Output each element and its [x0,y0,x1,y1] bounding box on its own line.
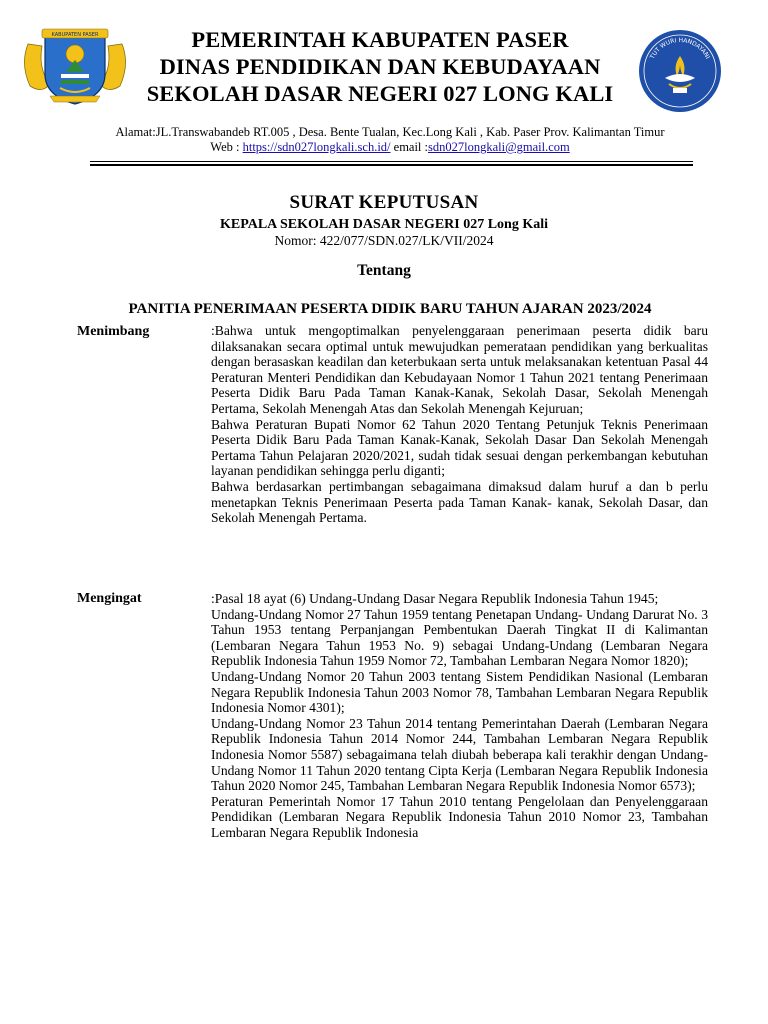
menimbang-paragraph-c: Bahwa berdasarkan pertimbangan sebagaimana dimaksud dalam huruf a dan b perlu menetapkan Teknis Penerimaan Peserta pada Taman Kanak- kanak, Sekolah Dasar, dan Sekolah Menengah Pertama. [211,478,708,526]
contact-line [40,140,740,155]
menimbang-paragraph-b: Bahwa Peraturan Bupati Nomor 62 Tahun 2020 Tentang Petunjuk Teknis Penerimaan Peserta Didik Baru Pada Taman Kanak-Kanak, Sekolah Dasar Dan Sekolah Menengah Pertama Tahun Pelajaran 2020/2021, sudah tidak sesuai dengan perkembangan kebutuhan layanan pendidikan sehingga perlu diganti; [211,416,708,479]
menimbang-body [211,323,708,526]
title-block [0,192,768,249]
letterhead-divider-thick [90,164,693,166]
document-title: SURAT KEPUTUSAN [289,192,479,213]
mengingat-label: Mengingat [77,591,142,606]
letterhead-line-1: PEMERINTAH KABUPATEN PASER [191,27,569,52]
logo-banner-text: KABUPATEN PASER [51,32,99,38]
address-line: Alamat:JL.Transwabandeb RT.005 , Desa. Bente Tualan, Kec.Long Kali , Kab. Paser Prov. Kalimantan Timur [115,125,665,139]
email-link[interactable]: sdn027longkali@gmail.com [428,140,570,154]
address-block [40,125,740,155]
email-label: email : [390,140,429,154]
logo-motto-text: TUT WURI HANDAYANI [648,36,712,61]
letterhead [120,26,640,107]
letterhead-divider-thin [90,161,693,162]
document-subtitle: KEPALA SEKOLAH DASAR NEGERI 027 Long Kali [219,217,549,232]
kabupaten-paser-logo [20,24,130,106]
mengingat-paragraph-1: :Pasal 18 ayat (6) Undang-Undang Dasar Negara Republik Indonesia Tahun 1945; [211,591,659,606]
subject-heading: PANITIA PENERIMAAN PESERTA DIDIK BARU TAHUN AJARAN 2023/2024 [128,301,652,317]
document-number: Nomor: 422/077/SDN.027/LK/VII/2024 [274,233,494,248]
tentang-heading: Tentang [357,262,411,279]
mengingat-paragraph-2: Undang-Undang Nomor 27 Tahun 1959 tentang Penetapan Undang- Undang Darurat No. 3 Tahun 1953 tentang Perpanjangan Pembentukan Daerah Tingkat II di Kalimantan (Lembaran Negara Tahun 1953 No. 9) sebagai Undang-Undang (Lembaran Negara Republik Indonesia Tahun 1959 Nomor 72, Tambahan Lembaran Negara Nomor 1820); [211,606,708,669]
tut-wuri-handayani-logo [637,28,723,114]
web-label: Web : [210,140,243,154]
mengingat-paragraph-4: Undang-Undang Nomor 23 Tahun 2014 tentang Pemerintahan Daerah (Lembaran Negara Republik Indonesia Tahun 2014 Nomor 244, Tambahan Lembaran Negara Republik Indonesia Nomor 5587) sebagaimana telah diubah beberapa kali terakhir dengan Undang-Undang Nomor 11 Tahun 2020 tentang Cipta Kerja (Lembaran Negara Republik Indonesia Tahun 2020 Nomor 245, Tambahan Lembaran Negara Republik Indonesia Nomor 6573); [211,715,708,794]
letterhead-line-2: DINAS PENDIDIKAN DAN KEBUDAYAAN [159,54,601,79]
web-link[interactable]: https://sdn027longkali.sch.id/ [242,140,391,154]
mengingat-paragraph-3: Undang-Undang Nomor 20 Tahun 2003 tentang Sistem Pendidikan Nasional (Lembaran Negara Republik Indonesia Tahun 2003 Nomor 78, Tambahan Lembaran Negara Republik Indonesia Nomor 4301); [211,668,708,716]
mengingat-body [211,591,708,841]
menimbang-paragraph-a: :Bahwa untuk mengoptimalkan penyelenggaraan penerimaan peserta didik baru dilaksanakan secara optimal untuk mewujudkan pemerataan pendidikan yang berkualitas dengan berasaskan keadilan dan keterbukaan serta untuk melaksanakan ketentuan Pasal 44 Peraturan Menteri Pendidikan dan Kebudayaan Nomor 1 Tahun 2021 tentang Penerimaan Peserta Didik Baru Pada Taman Kanak-Kanak, Sekolah Dasar, Sekolah Menengah Pertama, Sekolah Menengah Atas dan Sekolah Menengah Kejuruan; [211,323,708,416]
mengingat-paragraph-5: Peraturan Pemerintah Nomor 17 Tahun 2010 tentang Pengelolaan dan Penyelenggaraan Pendidikan (Lembaran Negara Republik Indonesia Tahun 2010 Nomor 23, Tambahan Lembaran Negara Republik Indonesia [211,793,708,840]
letterhead-line-3: SEKOLAH DASAR NEGERI 027 LONG KALI [146,81,614,106]
menimbang-label: Menimbang [77,324,150,339]
